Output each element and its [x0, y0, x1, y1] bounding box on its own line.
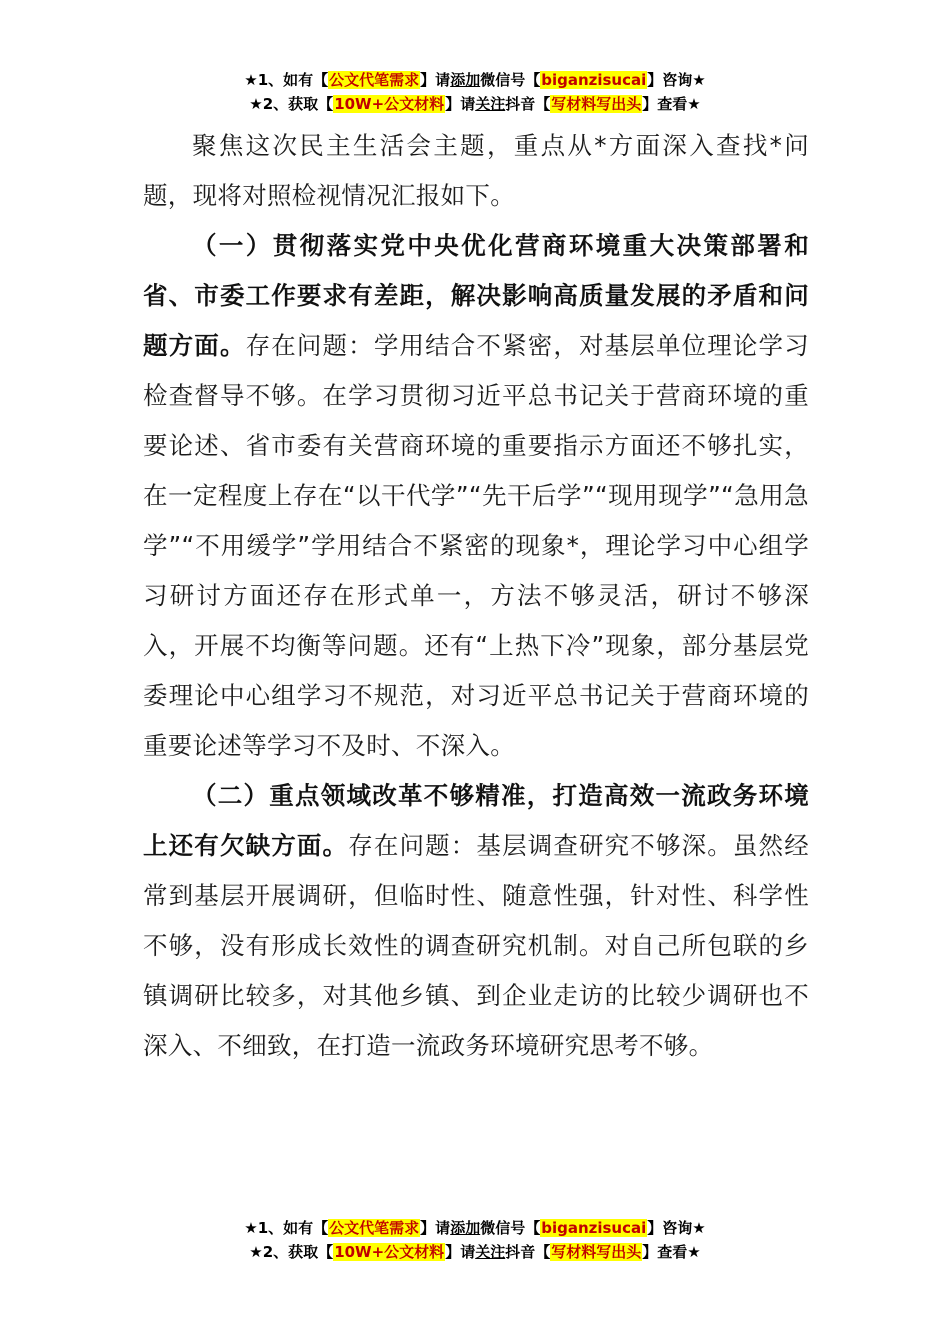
underlined-text: 关注: [475, 95, 506, 113]
banner-text: 抖音【: [505, 95, 551, 113]
banner-text: 】咨询★: [647, 71, 706, 89]
banner-text: 抖音【: [505, 1243, 551, 1261]
highlight-douyin-account: 写材料写出头: [551, 95, 642, 113]
footer-banner: [0, 1216, 950, 1264]
banner-line-2: [0, 92, 950, 116]
highlight-wechat-id: biganzisucai: [541, 1219, 647, 1237]
banner-text: ★1、如有【: [244, 1219, 329, 1237]
banner-text: 】咨询★: [647, 1219, 706, 1237]
highlight-service: 公文代笔需求: [329, 1219, 420, 1237]
banner-line-1: [0, 1216, 950, 1240]
highlight-wechat-id: biganzisucai: [541, 71, 647, 89]
banner-text: 】查看★: [642, 95, 701, 113]
highlight-materials: 10W+公文材料: [334, 1243, 445, 1261]
banner-text: ★1、如有【: [244, 71, 329, 89]
underlined-text: 添加: [450, 71, 481, 89]
banner-text: 微信号【: [480, 71, 541, 89]
section-2-text: 存在问题：基层调查研究不够深。虽然经常到基层开展调研，但临时性、随意性强，针对性、科学性不够，没有形成长效性的调查研究机制。对自己所包联的乡镇调研比较多，对其他乡镇、到企业走访的比较少调研也不深入、不细致，在打造一流政务环境研究思考不够。: [143, 831, 809, 1060]
banner-text: 】请: [420, 71, 451, 89]
header-banner: [0, 68, 950, 116]
banner-text: 】查看★: [642, 1243, 701, 1261]
banner-text: 】请: [445, 1243, 476, 1261]
banner-text: ★2、获取【: [249, 95, 334, 113]
section-2-heading: （二）重点领域改革不够精准，打造高效一流政务环境上还有欠缺方面。: [143, 781, 809, 860]
banner-text: 微信号【: [480, 1219, 541, 1237]
section-1-heading: （一）贯彻落实党中央优化营商环境重大决策部署和省、市委工作要求有差距，解决影响高质量发展的矛盾和问题方面。: [143, 231, 809, 360]
highlight-service: 公文代笔需求: [329, 71, 420, 89]
section-2-paragraph: [143, 771, 809, 1071]
section-1-paragraph: [143, 221, 809, 771]
banner-line-1: [0, 68, 950, 92]
banner-text: 】请: [420, 1219, 451, 1237]
section-1-text: 存在问题：学用结合不紧密，对基层单位理论学习检查督导不够。在学习贯彻习近平总书记关于营商环境的重要论述、省市委有关营商环境的重要指示方面还不够扎实，在一定程度上存在“以干代学”“先干后学”“现用现学”“急用急学”“不用缓学”学用结合不紧密的现象*，理论学习中心组学习研讨方面还存在形式单一，方法不够灵活，研讨不够深入，开展不均衡等问题。还有“上热下冷”现象，部分基层党委理论中心组学习不规范，对习近平总书记关于营商环境的重要论述等学习不及时、不深入。: [143, 331, 809, 760]
banner-text: 】请: [445, 95, 476, 113]
highlight-materials: 10W+公文材料: [334, 95, 445, 113]
banner-line-2: [0, 1240, 950, 1264]
intro-paragraph: 聚焦这次民主生活会主题，重点从*方面深入查找*问题，现将对照检视情况汇报如下。: [143, 131, 809, 210]
document-body: [143, 121, 809, 1071]
underlined-text: 添加: [450, 1219, 481, 1237]
underlined-text: 关注: [475, 1243, 506, 1261]
banner-text: ★2、获取【: [249, 1243, 334, 1261]
highlight-douyin-account: 写材料写出头: [551, 1243, 642, 1261]
